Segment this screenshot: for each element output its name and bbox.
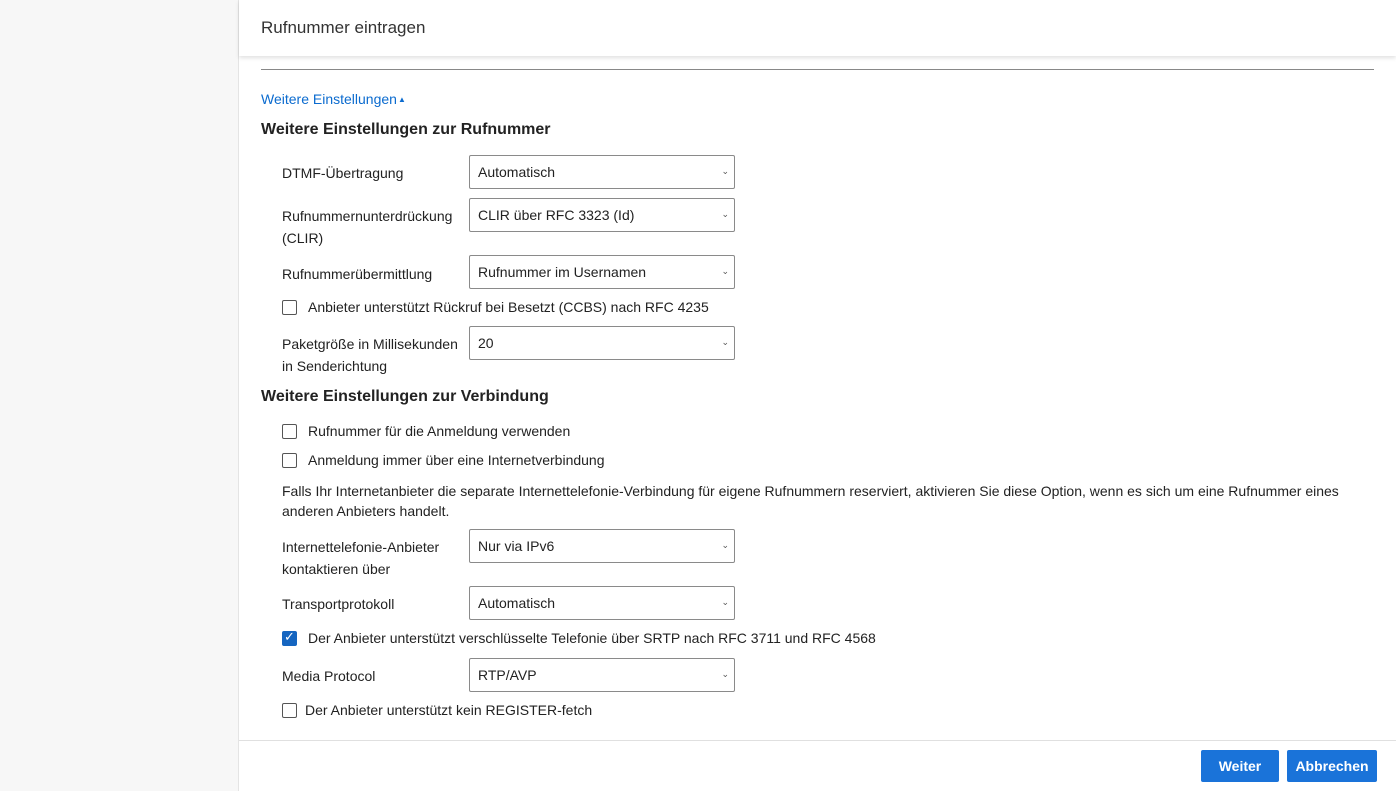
ccbs-checkbox[interactable] [282,300,297,315]
packet-size-value: 20 [478,335,494,351]
dtmf-label: DTMF-Übertragung [282,165,404,181]
chevron-down-icon: ⌄ [721,597,729,607]
always-internet-label: Anmeldung immer über eine Internetverbindung [308,452,605,468]
transmission-value: Rufnummer im Usernamen [478,264,647,280]
use-number-login-label: Rufnummer für die Anmeldung verwenden [308,423,571,439]
contact-via-value: Nur via IPv6 [478,538,555,554]
chevron-down-icon: ⌄ [721,209,729,219]
packet-size-label: Paketgröße in Millisekunden in Senderichtung [282,336,458,374]
dialog-header [239,0,1396,56]
chevron-down-icon: ⌄ [721,166,729,176]
contact-via-select[interactable] [469,529,735,563]
clir-select[interactable] [469,198,735,232]
media-protocol-label: Media Protocol [282,668,376,684]
packet-size-select[interactable] [469,326,735,360]
caret-up-icon: ▲ [397,95,406,104]
srtp-label: Der Anbieter unterstützt verschlüsselte Telefonie über SRTP nach RFC 3711 und RFC 4568 [308,630,876,646]
media-protocol-select[interactable] [469,658,735,692]
page-title: Rufnummer eintragen [261,18,426,37]
chevron-down-icon: ⌄ [721,669,729,679]
transport-value: Automatisch [478,595,556,611]
left-pane [0,0,239,791]
register-fetch-label: Der Anbieter unterstützt kein REGISTER-fetch [305,702,593,718]
dtmf-value: Automatisch [478,164,556,180]
section-title-number: Weitere Einstellungen zur Rufnummer [261,121,551,138]
more-settings-label: Weitere Einstellungen [261,91,397,107]
transport-select[interactable] [469,586,735,620]
media-protocol-value: RTP/AVP [478,667,537,683]
ccbs-label: Anbieter unterstützt Rückruf bei Besetzt (CCBS) nach RFC 4235 [308,299,709,315]
use-number-login-checkbox[interactable] [282,424,297,439]
dialog-main [239,0,1396,791]
chevron-down-icon: ⌄ [721,540,729,550]
chevron-down-icon: ⌄ [721,266,729,276]
transmission-label: Rufnummerübermittlung [282,266,433,282]
dtmf-select[interactable] [469,155,735,189]
transport-label: Transportprotokoll [282,596,395,612]
chevron-down-icon: ⌄ [721,337,729,347]
more-settings-toggle[interactable] [261,91,406,107]
dialog-footer [239,740,1396,792]
contact-via-label: Internettelefonie-Anbieter kontaktieren über [282,539,440,577]
always-internet-checkbox[interactable] [282,453,297,468]
next-button[interactable]: Weiter [1201,750,1279,782]
transmission-select[interactable] [469,255,735,289]
checkmark-icon: ✓ [284,629,295,644]
divider [261,69,1374,70]
clir-label: Rufnummernunterdrückung (CLIR) [282,208,453,246]
register-fetch-checkbox[interactable] [282,703,297,718]
clir-value: CLIR über RFC 3323 (Id) [478,207,635,223]
info-text: Falls Ihr Internetanbieter die separate Internettelefonie-Verbindung für eigene Rufnummern reserviert, aktivieren Sie diese Option, wenn es sich um eine Rufnummer eines anderen Anbieters handelt. [282,483,1339,519]
srtp-checkbox[interactable] [282,631,297,646]
section-title-connection: Weitere Einstellungen zur Verbindung [261,388,549,405]
cancel-button[interactable]: Abbrechen [1287,750,1377,782]
